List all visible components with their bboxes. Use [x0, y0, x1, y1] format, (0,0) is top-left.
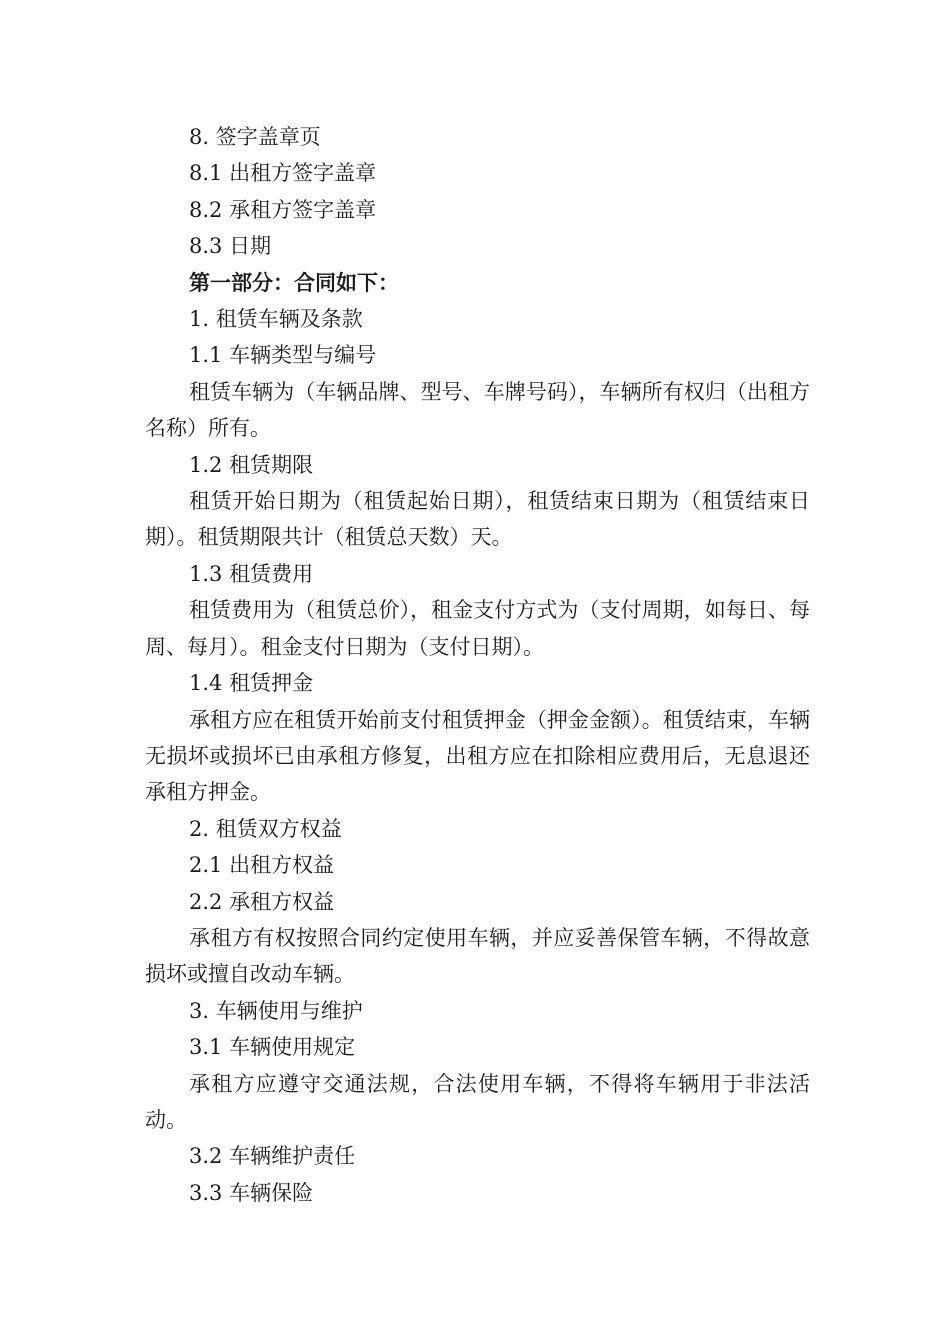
subsection-heading-8-2: 8.2 承租方签字盖章: [189, 197, 377, 222]
paragraph-1-4: 承租方应在租赁开始前支付租赁押金（押金金额）。租赁结束，车辆无损坏或损坏已由承租方修复，出租方应在扣除相应费用后，无息退还承租方押金。: [145, 707, 810, 805]
paragraph-1-3: 租赁费用为（租赁总价），租金支付方式为（支付周期，如每日、每周、每月）。租金支付日期为（支付日期）。: [145, 598, 810, 659]
paragraph-1-1: 租赁车辆为（车辆品牌、型号、车牌号码），车辆所有权归（出租方名称）所有。: [145, 379, 810, 441]
paragraph-2-2: 承租方有权按照合同约定使用车辆，并应妥善保管车辆，不得故意损坏或擅自改动车辆。: [145, 925, 810, 987]
subsection-heading-2-2: 2.2 承租方权益: [189, 889, 335, 914]
subsection-heading-1-3: 1.3 租赁费用: [189, 561, 314, 586]
part-one-heading: 第一部分：合同如下：: [189, 270, 399, 295]
section-heading-2: 2. 租赁双方权益: [189, 816, 342, 841]
subsection-heading-3-2: 3.2 车辆维护责任: [189, 1144, 356, 1169]
section-heading-8: 8. 签字盖章页: [189, 125, 321, 149]
subsection-heading-1-4: 1.4 租赁押金: [189, 671, 314, 696]
subsection-heading-2-1: 2.1 出租方权益: [189, 853, 335, 878]
document-body: [145, 119, 810, 1211]
subsection-heading-8-3: 8.3 日期: [189, 234, 272, 259]
subsection-heading-3-1: 3.1 车辆使用规定: [189, 1035, 356, 1060]
subsection-heading-1-1: 1.1 车辆类型与编号: [189, 343, 377, 368]
subsection-heading-3-3: 3.3 车辆保险: [189, 1180, 314, 1205]
section-heading-1: 1. 租赁车辆及条款: [189, 307, 363, 332]
subsection-heading-8-1: 8.1 出租方签字盖章: [189, 161, 377, 186]
paragraph-1-2: 租赁开始日期为（租赁起始日期），租赁结束日期为（租赁结束日期）。租赁期限共计（租赁总天数）天。: [145, 489, 810, 550]
subsection-heading-1-2: 1.2 租赁期限: [189, 452, 314, 477]
section-heading-3: 3. 车辆使用与维护: [189, 998, 363, 1023]
paragraph-3-1: 承租方应遵守交通法规，合法使用车辆，不得将车辆用于非法活动。: [145, 1071, 810, 1132]
